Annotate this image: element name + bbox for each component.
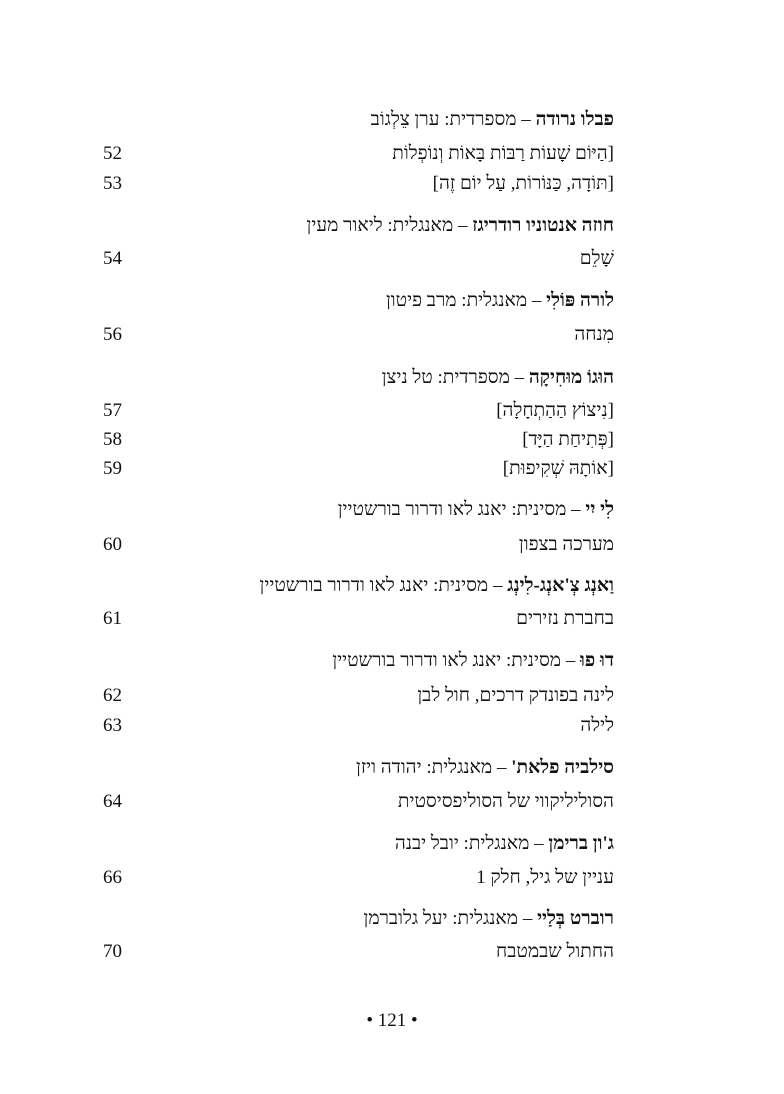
poem-title: שָׁלֵם xyxy=(579,248,614,269)
translator-credit: – מסינית: יאנג לאו ודרור בורשטיין xyxy=(337,499,586,520)
translator-credit: – מאנגלית: יהודה ויזן xyxy=(356,757,512,778)
translator-credit: – מאנגלית: יעל גלוברמן xyxy=(363,908,538,929)
folio-page-number: • 121 • xyxy=(366,1010,418,1031)
section-heading xyxy=(371,107,614,133)
section-heading xyxy=(395,831,614,857)
section-heading xyxy=(338,497,614,523)
translator-credit: – מספרדית: ערן צֵלְגוֹב xyxy=(370,109,536,130)
poet-name: הוּגוֹ מוּחִיקָה xyxy=(528,367,614,388)
page-number: 58 xyxy=(103,429,122,450)
page-number: 61 xyxy=(103,608,122,629)
poet-name: חוזה אנטוניו רודריגז xyxy=(472,215,614,236)
section-heading xyxy=(356,755,614,781)
page-number: 57 xyxy=(103,400,122,421)
poem-title: מערכה בצפון xyxy=(518,534,614,555)
poet-name: פבלו נרודה xyxy=(535,109,614,130)
poem-title: [הַיּוֹם שָׁעוֹת רַבּוֹת בָּאוֹת וְנוֹפְלוֹת xyxy=(392,143,614,164)
page-number: 70 xyxy=(103,941,122,962)
page-number: 62 xyxy=(103,685,122,706)
poem-title: [תּוֹדָה, כַּנּוֹרוֹת, עַל יוֹם זֶה] xyxy=(432,173,614,194)
poem-title: [פְּתִיחַת הַיָּד] xyxy=(522,429,614,450)
section-heading xyxy=(307,213,614,239)
section-heading xyxy=(260,573,614,599)
poem-title: [אוֹתָהּ שְׁקִיפוּת] xyxy=(502,458,614,479)
translator-credit: – מסינית: יאנג לאו ודרור בורשטיין xyxy=(332,650,581,671)
page-number: 52 xyxy=(103,143,122,164)
poet-name: לִי יִי xyxy=(585,499,614,520)
translator-credit: – מאנגלית: מרב פיטון xyxy=(385,290,547,311)
page-number: 54 xyxy=(103,248,122,269)
poet-name: דוּ פוּ xyxy=(580,650,614,671)
page-number: 60 xyxy=(103,534,122,555)
poem-title: החתול שבמטבח xyxy=(495,941,614,962)
section-heading xyxy=(382,365,614,391)
poet-name: וַאנְג צְ'אנְג-לִינְג xyxy=(507,575,614,596)
poem-title: הסוליליקווי של הסוליפסיסטית xyxy=(397,791,614,812)
page-number: 53 xyxy=(103,173,122,194)
page-number: 64 xyxy=(103,791,122,812)
page-number: 66 xyxy=(103,867,122,888)
poem-title: בחברת נזירים xyxy=(516,608,614,629)
page-number: 56 xyxy=(103,324,122,345)
page-number: 59 xyxy=(103,458,122,479)
poem-title: לינה בפונדק דרכים, חול לבן xyxy=(417,685,614,706)
poem-title: מִנחה xyxy=(574,324,614,345)
poet-name: ג'ון ברימן xyxy=(548,833,614,854)
translator-credit: – מאנגלית: ליאור מעין xyxy=(306,215,473,236)
poet-name: סילביה פלאת' xyxy=(511,757,614,778)
poem-title: [נִיצוֹץ הַהַתְחָלָה] xyxy=(496,400,614,421)
poet-name: לורה פּוֹלִי xyxy=(546,290,614,311)
translator-credit: – מספרדית: טל ניצן xyxy=(381,367,529,388)
poem-title: עניין של גיל, חלק 1 xyxy=(476,867,614,888)
section-heading xyxy=(386,288,614,314)
page-number: 63 xyxy=(103,715,122,736)
section-heading xyxy=(363,906,614,932)
translator-credit: – מאנגלית: יובל יבנה xyxy=(394,833,549,854)
translator-credit: – מסינית: יאנג לאו ודרור בורשטיין xyxy=(259,575,508,596)
poem-title: לילה xyxy=(580,715,614,736)
poet-name: רוברט בְּלַיי xyxy=(537,908,614,929)
section-heading xyxy=(332,648,614,674)
